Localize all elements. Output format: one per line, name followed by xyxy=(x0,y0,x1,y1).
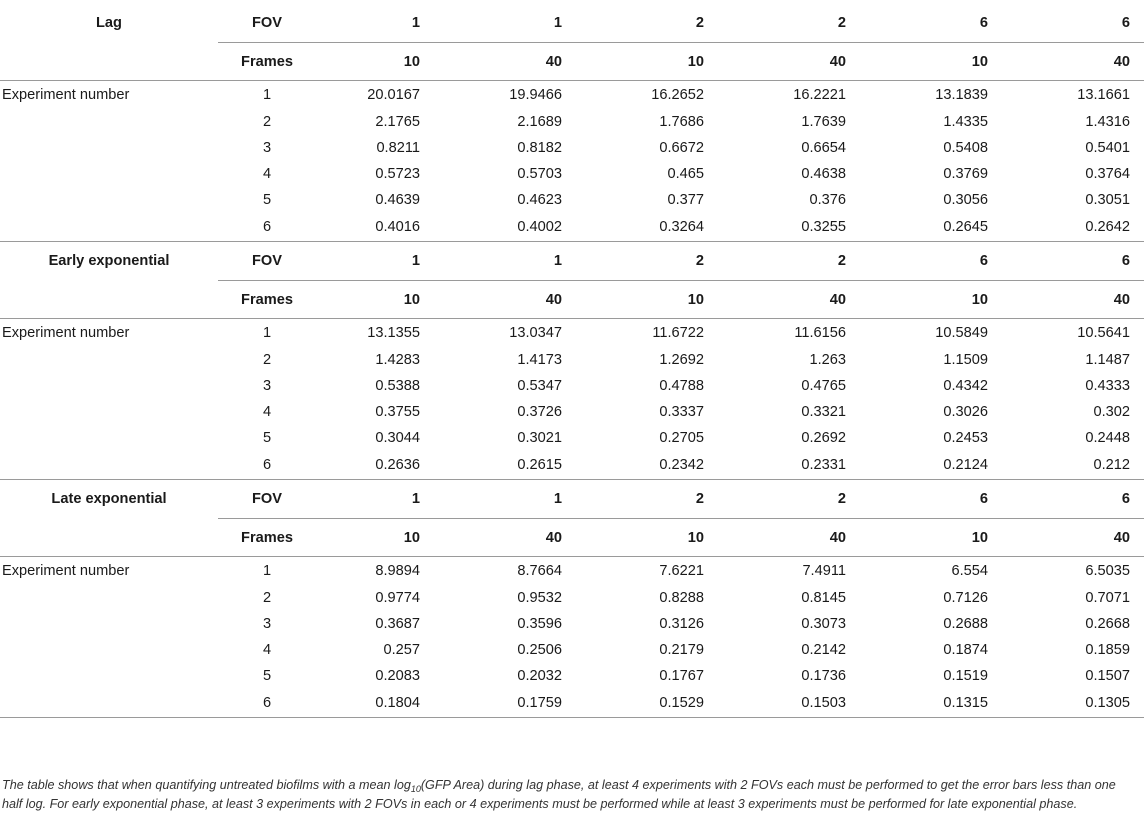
table-cell: 0.3264 xyxy=(659,219,704,235)
frames-value: 10 xyxy=(884,43,1026,81)
table-cell: 0.3126 xyxy=(659,616,704,632)
table-cell: 0.1519 xyxy=(943,668,988,684)
header-spacer xyxy=(0,43,218,81)
table-cell: 19.9466 xyxy=(509,87,562,103)
table-cell: 0.8288 xyxy=(659,590,704,606)
table-row xyxy=(0,585,1144,611)
section-header-frames-row xyxy=(0,519,1144,557)
fov-label: FOV xyxy=(218,242,316,281)
frames-value: 10 xyxy=(600,43,742,81)
table-footnote: The table shows that when quantifying untreated biofilms with a mean $\log_{10}(GFP$ Area) during lag phase, at least 4 experiments with 2 FOVs each must be performed to get the error bars less than one half log. For early exponential phase, at least 3 experiments with 2 FOVs in each or 4 experiments must be performed while at least 3 experiments must be performed for late exponential phase. xyxy=(2,778,1116,811)
table-row xyxy=(0,611,1144,637)
fov-value: 1 xyxy=(316,242,458,281)
experiment-number: 2 xyxy=(262,114,272,130)
frames-value: 40 xyxy=(1026,43,1144,81)
frames-value: 40 xyxy=(458,281,600,319)
experiment-number: 2 xyxy=(262,590,272,606)
table-row xyxy=(0,109,1144,135)
experiment-number: 1 xyxy=(262,87,272,103)
experiment-number: 5 xyxy=(262,192,272,208)
table-cell: 0.4638 xyxy=(801,166,846,182)
table-cell: 1.4335 xyxy=(943,114,988,130)
table-cell: 0.8182 xyxy=(517,140,562,156)
table-cell: 13.1839 xyxy=(935,87,988,103)
frames-label: Frames xyxy=(218,519,316,557)
table-cell: 0.8211 xyxy=(376,140,420,156)
table-cell: 1.4173 xyxy=(517,352,562,368)
table-cell: 1.1487 xyxy=(1085,352,1130,368)
table-row xyxy=(0,425,1144,451)
section-header-fov-row xyxy=(0,4,1144,43)
table-cell: 0.3596 xyxy=(517,616,562,632)
row-group-label: Experiment number xyxy=(2,563,130,579)
section-title: Late exponential xyxy=(0,480,218,519)
table-cell: 0.2506 xyxy=(517,642,562,658)
table-cell: 13.1355 xyxy=(367,325,420,341)
table-cell: 16.2652 xyxy=(651,87,704,103)
empty-cell xyxy=(0,187,218,213)
table-cell: 0.1804 xyxy=(316,689,458,718)
fov-value: 2 xyxy=(742,242,884,281)
experiment-number: 3 xyxy=(262,616,272,632)
table-cell: 0.3321 xyxy=(801,404,846,420)
table-cell: 0.2124 xyxy=(943,457,988,473)
experiment-number: 5 xyxy=(262,668,272,684)
table-cell: 7.6221 xyxy=(659,563,704,579)
frames-value: 40 xyxy=(1026,281,1144,319)
table-cell: 20.0167 xyxy=(367,87,420,103)
table-cell: 0.1529 xyxy=(600,689,742,718)
table-cell: 0.5347 xyxy=(517,378,562,394)
table-cell: 0.1767 xyxy=(659,668,704,684)
table-row xyxy=(0,373,1144,399)
table-cell: 10.5849 xyxy=(935,325,988,341)
table-cell: 0.3051 xyxy=(1085,192,1130,208)
table-row xyxy=(0,557,1144,586)
table-cell: 0.3255 xyxy=(801,219,846,235)
frames-value: 10 xyxy=(316,43,458,81)
table-cell: 0.4623 xyxy=(517,192,562,208)
table-cell: 0.2032 xyxy=(517,668,562,684)
table-cell: 0.376 xyxy=(809,192,846,208)
table-cell: 8.9894 xyxy=(375,563,420,579)
table-cell: 0.7126 xyxy=(943,590,988,606)
table-row xyxy=(0,161,1144,187)
table-cell: 0.7071 xyxy=(1085,590,1130,606)
table-cell: 1.7686 xyxy=(659,114,704,130)
empty-cell xyxy=(0,689,218,718)
table-cell: 0.2342 xyxy=(659,457,704,473)
table-cell: 0.2448 xyxy=(1085,430,1130,446)
table-cell: 2.1689 xyxy=(517,114,562,130)
empty-cell xyxy=(0,585,218,611)
empty-cell xyxy=(0,637,218,663)
table-cell: 1.7639 xyxy=(801,114,846,130)
table-cell: 0.3337 xyxy=(659,404,704,420)
table-cell: 13.0347 xyxy=(509,325,562,341)
table-cell: 0.1736 xyxy=(801,668,846,684)
table-cell: 0.4342 xyxy=(943,378,988,394)
experiment-number: 1 xyxy=(262,563,272,579)
table-cell: 0.2642 xyxy=(1085,219,1130,235)
table-cell: 7.4911 xyxy=(802,563,846,579)
table-cell: 10.5641 xyxy=(1077,325,1130,341)
table-cell: 0.8145 xyxy=(801,590,846,606)
table-cell: 0.2142 xyxy=(801,642,846,658)
table-row xyxy=(0,347,1144,373)
section-header-frames-row xyxy=(0,43,1144,81)
fov-value: 2 xyxy=(600,242,742,281)
experiment-number: 4 xyxy=(262,166,272,182)
frames-label: Frames xyxy=(218,281,316,319)
table-cell: 0.2692 xyxy=(801,430,846,446)
fov-value: 2 xyxy=(600,480,742,519)
section-header-frames-row xyxy=(0,281,1144,319)
table-cell: 0.3755 xyxy=(375,404,420,420)
empty-cell xyxy=(0,663,218,689)
empty-cell xyxy=(0,425,218,451)
frames-value: 40 xyxy=(1026,519,1144,557)
fov-value: 6 xyxy=(1026,242,1144,281)
results-table xyxy=(0,4,1144,718)
table-cell: 16.2221 xyxy=(793,87,846,103)
experiment-number: 6 xyxy=(262,219,272,235)
table-cell: 0.2688 xyxy=(943,616,988,632)
table-cell: 0.4016 xyxy=(375,219,420,235)
section-title: Lag xyxy=(96,15,122,32)
table-cell: 0.3026 xyxy=(943,404,988,420)
section-title: Early exponential xyxy=(0,242,218,281)
table-row xyxy=(0,319,1144,348)
frames-value: 10 xyxy=(316,519,458,557)
table-row xyxy=(0,187,1144,213)
table-cell: 6.5035 xyxy=(1085,563,1130,579)
empty-cell xyxy=(0,109,218,135)
experiment-number: 3 xyxy=(262,140,272,156)
table-cell: 0.302 xyxy=(1093,404,1130,420)
table-row xyxy=(0,399,1144,425)
table-cell: 0.1859 xyxy=(1085,642,1130,658)
table-row xyxy=(0,135,1144,161)
table-cell: 2.1765 xyxy=(375,114,420,130)
table-cell: 0.3764 xyxy=(1085,166,1130,182)
fov-value: 1 xyxy=(458,480,600,519)
table-row xyxy=(0,451,1144,480)
table-cell: 0.3726 xyxy=(517,404,562,420)
table-cell: 6.554 xyxy=(951,563,988,579)
table-cell: 0.3073 xyxy=(801,616,846,632)
experiment-number: 3 xyxy=(262,378,272,394)
table-cell: 0.4765 xyxy=(801,378,846,394)
table-cell: 0.4333 xyxy=(1085,378,1130,394)
empty-cell xyxy=(0,213,218,242)
table-cell: 0.3769 xyxy=(943,166,988,182)
fov-value: 6 xyxy=(884,480,1026,519)
header-spacer xyxy=(0,281,218,319)
table-cell: 0.5401 xyxy=(1085,140,1130,156)
table-cell: 0.1759 xyxy=(458,689,600,718)
experiment-number: 1 xyxy=(262,325,272,341)
frames-value: 10 xyxy=(884,281,1026,319)
table-cell: 0.9774 xyxy=(375,590,420,606)
section-header-fov-row xyxy=(0,480,1144,519)
fov-label: FOV xyxy=(218,480,316,519)
fov-value: 2 xyxy=(600,4,742,43)
section-header-fov-row xyxy=(0,242,1144,281)
row-group-label: Experiment number xyxy=(2,325,130,341)
fov-label: FOV xyxy=(218,4,316,43)
table-cell: 0.5703 xyxy=(517,166,562,182)
table-cell: 0.2636 xyxy=(375,457,420,473)
table-cell: 0.1315 xyxy=(884,689,1026,718)
frames-value: 10 xyxy=(600,281,742,319)
header-spacer xyxy=(0,519,218,557)
table-cell: 0.5408 xyxy=(943,140,988,156)
table-cell: 13.1661 xyxy=(1077,87,1130,103)
table-cell: 0.6672 xyxy=(659,140,704,156)
experiment-number: 5 xyxy=(262,430,272,446)
table-cell: 0.4002 xyxy=(517,219,562,235)
fov-value: 1 xyxy=(316,480,458,519)
fov-value: 2 xyxy=(742,4,884,43)
table-cell: 11.6156 xyxy=(794,325,846,341)
table-cell: 1.4316 xyxy=(1085,114,1130,130)
table-cell: 0.3687 xyxy=(375,616,420,632)
table-cell: 1.1509 xyxy=(943,352,988,368)
fov-value: 6 xyxy=(884,4,1026,43)
table-cell: 0.2083 xyxy=(375,668,420,684)
table-cell: 0.212 xyxy=(1093,457,1130,473)
table-row xyxy=(0,81,1144,110)
frames-value: 40 xyxy=(458,43,600,81)
empty-cell xyxy=(0,373,218,399)
frames-value: 40 xyxy=(742,281,884,319)
table-row xyxy=(0,637,1144,663)
table-row xyxy=(0,663,1144,689)
table-cell: 0.2668 xyxy=(1085,616,1130,632)
table-cell: 0.3056 xyxy=(943,192,988,208)
frames-value: 40 xyxy=(742,519,884,557)
empty-cell xyxy=(0,451,218,480)
frames-value: 10 xyxy=(316,281,458,319)
table-cell: 0.1305 xyxy=(1026,689,1144,718)
fov-value: 1 xyxy=(458,4,600,43)
experiment-number: 6 xyxy=(218,689,316,718)
fov-value: 1 xyxy=(458,242,600,281)
empty-cell xyxy=(0,611,218,637)
table-cell: 8.7664 xyxy=(517,563,562,579)
table-cell: 0.2705 xyxy=(659,430,704,446)
table-row xyxy=(0,213,1144,242)
table-cell: 0.4788 xyxy=(659,378,704,394)
table-cell: 0.2615 xyxy=(517,457,562,473)
table-cell: 0.1874 xyxy=(943,642,988,658)
frames-value: 10 xyxy=(884,519,1026,557)
table-cell: 0.1503 xyxy=(742,689,884,718)
frames-label: Frames xyxy=(218,43,316,81)
table-cell: 0.2179 xyxy=(659,642,704,658)
table-cell: 0.2331 xyxy=(801,457,846,473)
fov-value: 6 xyxy=(1026,480,1144,519)
table-cell: 0.1507 xyxy=(1085,668,1130,684)
table-cell: 0.9532 xyxy=(517,590,562,606)
experiment-number: 2 xyxy=(262,352,272,368)
empty-cell xyxy=(0,347,218,373)
table-cell: 0.2453 xyxy=(943,430,988,446)
experiment-number: 6 xyxy=(262,457,272,473)
row-group-label: Experiment number xyxy=(2,87,130,103)
table-cell: 1.2692 xyxy=(659,352,704,368)
frames-value: 40 xyxy=(742,43,884,81)
fov-value: 6 xyxy=(884,242,1026,281)
experiment-number: 4 xyxy=(262,404,272,420)
empty-cell xyxy=(0,135,218,161)
empty-cell xyxy=(0,399,218,425)
table-cell: 0.6654 xyxy=(801,140,846,156)
fov-value: 6 xyxy=(1026,4,1144,43)
table-cell: 0.3044 xyxy=(375,430,420,446)
table-cell: 0.3021 xyxy=(517,430,562,446)
table-cell: 0.5723 xyxy=(375,166,420,182)
table-cell: 1.263 xyxy=(809,352,846,368)
table-cell: 0.257 xyxy=(383,642,420,658)
experiment-number: 4 xyxy=(262,642,272,658)
table-cell: 0.465 xyxy=(667,166,704,182)
table-cell: 0.5388 xyxy=(375,378,420,394)
table-cell: 1.4283 xyxy=(375,352,420,368)
frames-value: 10 xyxy=(600,519,742,557)
table-cell: 11.6722 xyxy=(652,325,704,341)
frames-value: 40 xyxy=(458,519,600,557)
fov-value: 2 xyxy=(742,480,884,519)
table-cell: 0.4639 xyxy=(375,192,420,208)
table-row xyxy=(0,689,1144,718)
table-cell: 0.2645 xyxy=(943,219,988,235)
fov-value: 1 xyxy=(316,4,458,43)
empty-cell xyxy=(0,161,218,187)
table-cell: 0.377 xyxy=(667,192,704,208)
